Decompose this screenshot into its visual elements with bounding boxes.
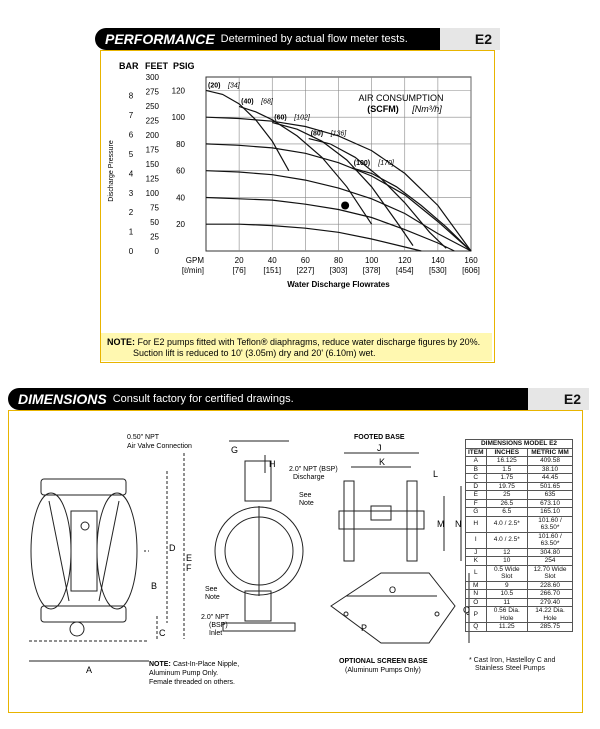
- callout-inlet-bsp: (BSP): [209, 622, 228, 629]
- footnote-line1: * Cast Iron, Hastelloy C and: [469, 657, 556, 664]
- table-cell-item: A: [466, 457, 487, 466]
- tick-label-gpm: 20: [234, 256, 244, 265]
- tick-label-bar: 6: [128, 130, 134, 140]
- screen-base-subtitle: (Aluminum Pumps Only): [345, 667, 421, 674]
- footed-base-title: FOOTED BASE: [354, 434, 405, 441]
- dim-label-c: C: [159, 628, 166, 638]
- table-row: [466, 457, 573, 466]
- tick-label-feet: 225: [145, 116, 159, 126]
- table-cell-inches: 6.5: [486, 508, 528, 517]
- table-cell-metric: 266.70: [528, 590, 573, 599]
- dim-label-j: J: [377, 443, 382, 453]
- table-cell-metric: 228.60: [528, 581, 573, 590]
- dim-label-n: N: [455, 519, 462, 529]
- table-cell-metric: 285.75: [528, 623, 573, 632]
- table-row: [466, 590, 573, 599]
- table-cell-metric: 279.40: [528, 598, 573, 607]
- table-cell-metric: 635: [528, 491, 573, 500]
- table-row: [466, 532, 573, 548]
- table-row: [466, 557, 573, 566]
- callout-npt-air: 0.50" NPT: [127, 434, 160, 441]
- tick-label-gpm: 160: [464, 256, 478, 265]
- pressure-curve: [206, 224, 421, 251]
- table-cell-inches: 11.25: [486, 623, 528, 632]
- footed-base-drawing: [339, 453, 461, 561]
- table-cell-item: H: [466, 516, 487, 532]
- side-discharge-port: [245, 461, 271, 501]
- tick-label-feet: 250: [145, 102, 159, 112]
- table-cell-metric: 101.60 / 63.50*: [528, 532, 573, 548]
- table-cell-item: P: [466, 607, 487, 623]
- dim-label-h: H: [269, 459, 276, 469]
- table-cell-item: B: [466, 465, 487, 474]
- dim-label-k: K: [379, 457, 386, 467]
- dim-label-a: A: [85, 665, 93, 675]
- table-cell-inches: 16.125: [486, 457, 528, 466]
- tick-label-gpm: 120: [398, 256, 412, 265]
- callout-air-connection: Air Valve Connection: [127, 443, 192, 450]
- table-cell-item: D: [466, 482, 487, 491]
- air-curve-metric-label: [34]: [228, 82, 240, 90]
- tick-label-bar: 8: [128, 91, 134, 101]
- table-cell-metric: 14.22 Dia. Hole: [528, 607, 573, 623]
- air-curve-label: (80): [310, 130, 324, 138]
- note-label: NOTE:: [149, 661, 171, 668]
- dimensions-table-title: DIMENSIONS MODEL E2: [466, 440, 573, 449]
- dim-label-q: Q: [463, 605, 471, 615]
- footnote-line2: Stainless Steel Pumps: [475, 665, 546, 672]
- axis-header-gpm: GPM: [185, 256, 204, 265]
- table-cell-inches: 19.75: [486, 482, 528, 491]
- tick-label-bar: 7: [128, 111, 134, 121]
- dimensions-table-body: [466, 457, 573, 632]
- performance-title: PERFORMANCE: [105, 31, 215, 47]
- y-axis-label: Discharge Pressure: [108, 140, 115, 202]
- tick-label-bar: 5: [128, 149, 134, 159]
- performance-model-tag: E2: [440, 28, 500, 50]
- table-row: [466, 491, 573, 500]
- callout-see-note-top: See: [299, 492, 312, 499]
- dim-label-l: L: [433, 469, 439, 479]
- table-cell-item: Q: [466, 623, 487, 632]
- air-curve-metric-label: [170]: [378, 160, 394, 168]
- table-cell-inches: 12: [486, 548, 528, 557]
- dim-label-b: B: [151, 581, 158, 591]
- table-cell-inches: 25: [486, 491, 528, 500]
- performance-note-text2: Suction lift is reduced to 10' (3.05m) dry and 20' (6.10m) wet.: [133, 348, 376, 358]
- table-cell-inches: 4.0 / 2.5*: [486, 516, 528, 532]
- tick-label-psig: 100: [171, 113, 185, 123]
- dimensions-panel: [8, 410, 583, 713]
- callout-note-bottom: Note: [205, 594, 220, 601]
- tick-label-feet: 275: [145, 87, 159, 97]
- table-cell-inches: 11: [486, 598, 528, 607]
- table-cell-inches: 0.5 Wide Slot: [486, 565, 528, 581]
- tick-label-feet: 150: [145, 160, 159, 170]
- tick-label-psig: 80: [176, 139, 185, 149]
- tick-label-lmin: [227]: [296, 266, 315, 275]
- tick-label-feet: 75: [150, 203, 159, 213]
- performance-note-text: For E2 pumps fitted with Teflon® diaphragms, reduce water discharge figures by 20%.: [137, 337, 481, 347]
- tick-label-feet: 0: [154, 247, 159, 256]
- table-header-metric: METRIC MM: [528, 448, 573, 457]
- table-cell-item: F: [466, 499, 487, 508]
- callout-inlet-npt: 2.0" NPT: [201, 614, 230, 621]
- screen-base-outline: [331, 573, 455, 643]
- tick-label-lmin: [606]: [462, 266, 480, 275]
- callout-inlet: Inlet: [209, 630, 223, 637]
- footed-center-block: [371, 506, 391, 520]
- note-line1: Cast-In-Place Nipple,: [173, 661, 240, 668]
- table-cell-metric: 673.10: [528, 499, 573, 508]
- tick-label-lmin: [454]: [395, 266, 414, 275]
- screen-base-hole-left: [344, 612, 348, 616]
- air-curve-metric-label: [136]: [330, 130, 347, 138]
- tick-label-feet: 300: [145, 73, 159, 83]
- callout-discharge-npt: 2.0" NPT (BSP): [289, 466, 338, 473]
- table-cell-item: C: [466, 474, 487, 483]
- table-cell-metric: 254: [528, 557, 573, 566]
- tick-label-lmin: [76]: [232, 266, 246, 275]
- note-line2: Aluminum Pump Only.: [149, 670, 219, 677]
- tick-label-feet: 25: [150, 232, 159, 242]
- table-row: [466, 623, 573, 632]
- callout-see-note-bottom: See: [205, 586, 218, 593]
- table-cell-inches: 10: [486, 557, 528, 566]
- table-row: [466, 548, 573, 557]
- axis-header-lmin: [ℓ/min]: [181, 266, 204, 275]
- axis-header-feet: FEET: [145, 61, 169, 71]
- performance-chart: [101, 51, 494, 333]
- tick-label-feet: 125: [145, 174, 159, 184]
- tick-label-lmin: [378]: [362, 266, 381, 275]
- table-cell-item: E: [466, 491, 487, 500]
- callout-note-top: Note: [299, 500, 314, 507]
- table-cell-metric: 38.10: [528, 465, 573, 474]
- tick-label-gpm: 60: [300, 256, 310, 265]
- table-cell-inches: 4.0 / 2.5*: [486, 532, 528, 548]
- table-cell-inches: 1.5: [486, 465, 528, 474]
- screen-base-drawing: [331, 573, 469, 643]
- dim-label-d: D: [169, 543, 176, 553]
- screen-base-title: OPTIONAL SCREEN BASE: [339, 658, 428, 665]
- tick-label-psig: 40: [176, 193, 185, 203]
- table-row: [466, 516, 573, 532]
- table-cell-inches: 0.56 Dia. Hole: [486, 607, 528, 623]
- table-cell-metric: 12.70 Wide Slot: [528, 565, 573, 581]
- x-axis-label: Water Discharge Flowrates: [287, 280, 390, 289]
- dim-label-o: O: [389, 585, 397, 595]
- dimensions-title: DIMENSIONS: [18, 391, 107, 407]
- note-line3: Female threaded on others.: [149, 679, 235, 686]
- tick-label-bar: 3: [128, 188, 134, 198]
- table-cell-metric: 44.45: [528, 474, 573, 483]
- table-cell-inches: 9: [486, 581, 528, 590]
- callout-discharge: Discharge: [293, 474, 325, 481]
- tick-label-lmin: [530]: [428, 266, 447, 275]
- table-cell-item: G: [466, 508, 487, 517]
- table-row: [466, 508, 573, 517]
- tick-label-bar: 1: [128, 227, 134, 237]
- table-cell-inches: 26.5: [486, 499, 528, 508]
- screen-base-hole-right: [435, 612, 439, 616]
- tick-label-feet: 200: [145, 131, 159, 141]
- front-top-manifold: [41, 479, 126, 495]
- side-inlet-port: [245, 591, 271, 621]
- table-cell-item: I: [466, 532, 487, 548]
- tick-label-feet: 50: [150, 218, 159, 228]
- dim-label-e: E: [186, 553, 193, 563]
- table-cell-item: M: [466, 581, 487, 590]
- dim-label-p: P: [361, 623, 368, 633]
- tick-label-lmin: [303]: [329, 266, 348, 275]
- dimensions-subtitle: Consult factory for certified drawings.: [112, 393, 294, 405]
- front-center-body: [71, 511, 97, 591]
- table-row: [466, 499, 573, 508]
- table-row: [466, 482, 573, 491]
- table-cell-inches: 10.5: [486, 590, 528, 599]
- axis-header-psig: PSIG: [173, 61, 195, 71]
- tick-label-psig: 20: [176, 220, 185, 230]
- front-valve-bolt: [81, 522, 89, 530]
- tick-label-psig: 120: [171, 86, 185, 96]
- footed-right-leg: [407, 481, 417, 561]
- table-cell-item: N: [466, 590, 487, 599]
- table-row: [466, 465, 573, 474]
- table-cell-metric: 101.60 / 63.50*: [528, 516, 573, 532]
- tick-label-bar: 4: [128, 169, 134, 179]
- table-cell-metric: 501.65: [528, 482, 573, 491]
- air-consumption-title: AIR CONSUMPTION: [358, 93, 444, 103]
- table-cell-item: J: [466, 548, 487, 557]
- tick-label-gpm: 140: [431, 256, 445, 265]
- table-row: [466, 474, 573, 483]
- table-cell-item: K: [466, 557, 487, 566]
- tick-label-bar: 0: [128, 247, 134, 256]
- dimensions-model-tag: E2: [528, 388, 589, 410]
- performance-subtitle: Determined by actual flow meter tests.: [220, 33, 408, 45]
- table-cell-item: O: [466, 598, 487, 607]
- dim-label-g: G: [231, 445, 239, 455]
- axis-header-bar: BAR: [119, 61, 139, 71]
- table-header-inches: INCHES: [486, 448, 528, 457]
- air-curve-metric-label: [102]: [294, 114, 310, 122]
- tick-label-lmin: [151]: [263, 266, 282, 275]
- table-row: [466, 607, 573, 623]
- tick-label-psig: 60: [176, 166, 185, 176]
- air-curve-label: (20): [208, 82, 221, 90]
- footed-left-leg: [344, 481, 354, 561]
- air-curve-label: (40): [241, 98, 254, 106]
- performance-banner: [95, 28, 450, 50]
- tick-label-feet: 100: [145, 189, 159, 199]
- performance-panel: [100, 50, 495, 363]
- performance-note: [101, 333, 492, 361]
- table-cell-item: L: [466, 565, 487, 581]
- dim-label-f: F: [186, 563, 192, 573]
- table-cell-metric: 304.80: [528, 548, 573, 557]
- table-cell-metric: 165.10: [528, 508, 573, 517]
- tick-label-bar: 2: [128, 208, 134, 218]
- air-consumption-scfm: (SCFM): [367, 104, 399, 114]
- dimensions-banner: [8, 388, 538, 410]
- table-row: [466, 565, 573, 581]
- side-foot: [223, 623, 295, 631]
- table-row: [466, 598, 573, 607]
- operating-point-marker: [341, 201, 349, 209]
- dimensions-footnote: [469, 657, 579, 673]
- tick-label-gpm: 40: [267, 256, 277, 265]
- air-curve-label: (60): [274, 114, 287, 122]
- table-header-item: ITEM: [466, 448, 487, 457]
- air-consumption-metric: [Nm³/h]: [412, 104, 442, 114]
- table-row: [466, 581, 573, 590]
- air-curve-label: (100): [353, 160, 371, 168]
- performance-note-label: NOTE:: [107, 337, 135, 347]
- dim-label-m: M: [437, 519, 445, 529]
- tick-label-gpm: 100: [364, 256, 379, 265]
- table-cell-inches: 1.75: [486, 474, 528, 483]
- air-curve-metric-label: [68]: [261, 98, 273, 106]
- front-inlet-nipple: [70, 622, 84, 636]
- tick-label-gpm: 80: [334, 256, 343, 265]
- tick-label-feet: 175: [145, 145, 159, 155]
- table-cell-metric: 409.58: [528, 457, 573, 466]
- dimensions-table: [465, 439, 573, 632]
